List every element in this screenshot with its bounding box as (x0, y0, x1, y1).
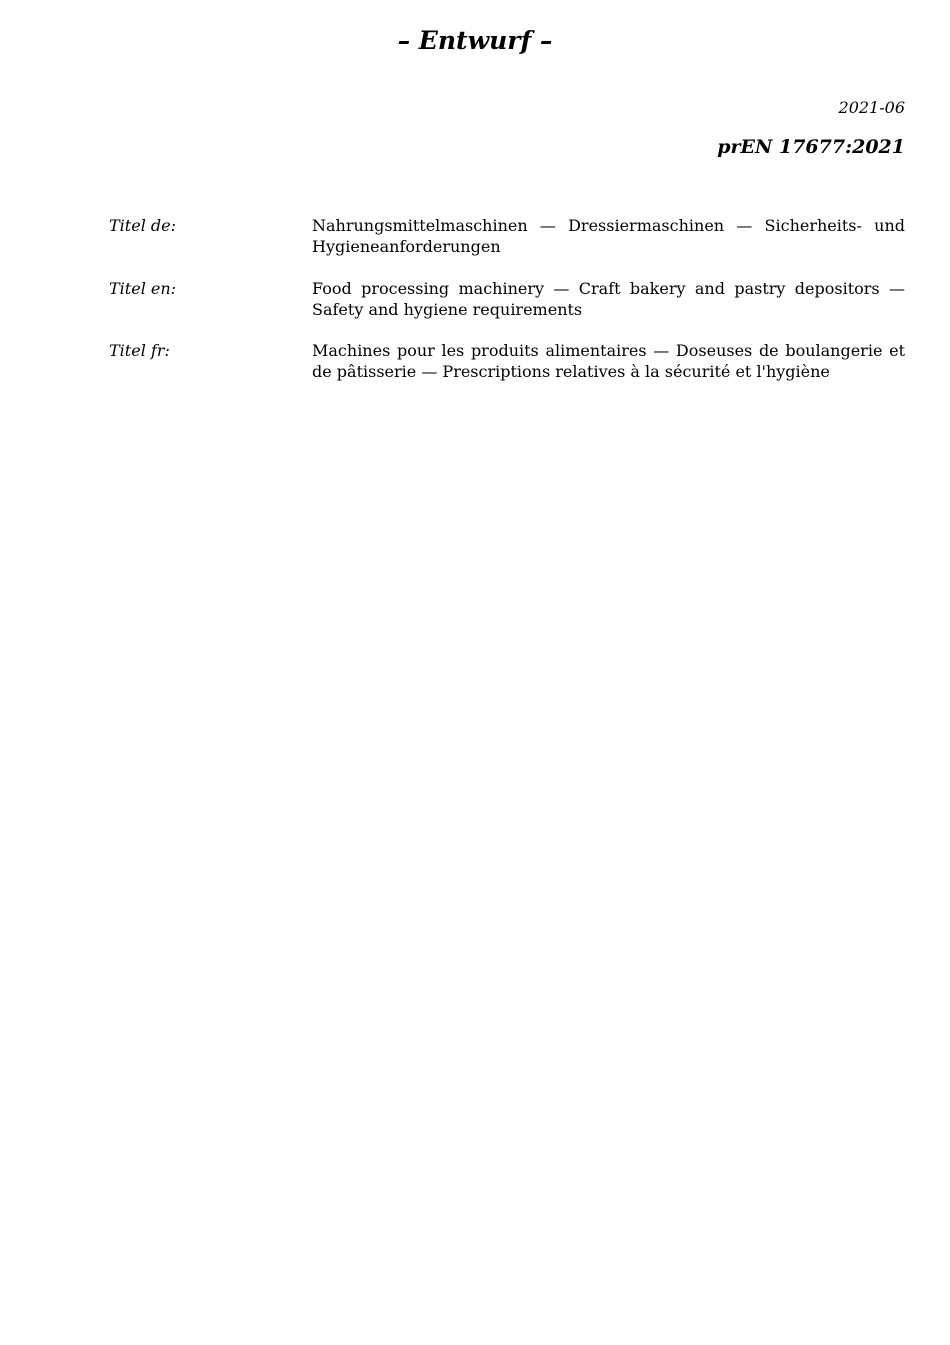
title-text-fr: Machines pour les produits alimentaires — Doseuses de boulangerie et de pâtisserie — Prescriptions relatives à la sécurité et l'hygiène (312, 341, 905, 381)
document-number: prEN 17677:2021 (717, 136, 905, 158)
title-label-fr: Titel fr: (109, 341, 170, 360)
title-label-en: Titel en: (109, 279, 177, 298)
draft-heading: – Entwurf – (397, 26, 553, 55)
title-text-de: Nahrungsmittelmaschinen — Dressiermaschinen — Sicherheits- und Hygieneanforderungen (312, 216, 905, 256)
title-text-en: Food processing machinery — Craft bakery and pastry depositors — Safety and hygiene requirements (312, 279, 905, 319)
document-date: 2021-06 (838, 98, 905, 117)
title-label-de: Titel de: (109, 216, 176, 235)
